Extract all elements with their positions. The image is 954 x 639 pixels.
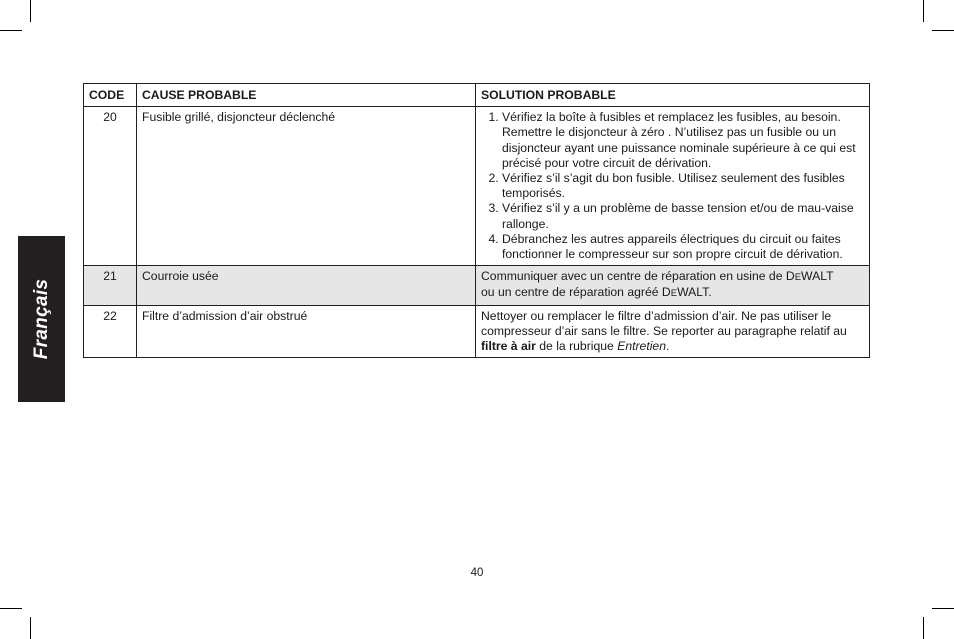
solution-text: ou un centre de réparation agréé [481,285,662,300]
header-code: CODE [84,84,137,107]
solution-step: 3. Vérifiez s’il y a un problème de basse tension et/ou de mau-vaise rallonge. [502,201,864,231]
row-solution: Nettoyer ou remplacer le filtre d’admission d’air. Ne pas utiliser le compresseur d’air sans le filtre. Se reporter au paragraphe relatif au filtre à air de la rubrique Entretien. [476,305,870,358]
row-cause: Courroie usée [137,266,476,305]
table-header-row [84,84,870,107]
row-code: 21 [84,266,137,305]
row-code: 22 [84,305,137,358]
brand-name: DEWALT [785,269,834,284]
table-row [84,266,870,305]
crop-mark [923,0,924,22]
solution-text: de la rubrique [535,339,618,354]
table-row [84,305,870,358]
solution-step: 4. Débranchez les autres appareils électriques du circuit ou faites fonctionner le compresseur sur son propre circuit de dérivation. [502,232,864,262]
troubleshooting-table [83,83,870,358]
table-row [84,107,870,266]
emphasis-bold: filtre à air [481,339,536,354]
brand-name: DEWALT [661,285,709,300]
crop-mark [30,617,31,639]
solution-step: 1. Vérifiez la boîte à fusibles et remplacez les fusibles, au besoin. Remettre le disjoncteur à zéro . N’utilisez pas un fusible ou un disjoncteur ayant une puissance nominale supérieure à ce qui est précisé pour votre circuit de dérivation. [502,110,864,171]
row-solution [476,107,870,266]
language-label: Français [30,278,52,360]
page-number: 40 [470,567,484,579]
row-solution: Communiquer avec un centre de réparation en usine de DEWALT ou un centre de réparation agréé DEWALT. [476,266,870,305]
solution-step: 2. Vérifiez s’il s’agit du bon fusible. Utilisez seulement des fusibles temporisés. [502,171,864,201]
crop-mark [932,30,954,31]
crop-mark [0,608,22,609]
row-cause: Fusible grillé, disjoncteur déclenché [137,107,476,266]
header-solution: SOLUTION PROBABLE [476,84,870,107]
solution-text: Communiquer avec un centre de réparation en usine de [481,269,786,284]
crop-mark [923,617,924,639]
emphasis-italic: Entretien [617,339,666,354]
crop-mark [932,608,954,609]
row-code: 20 [84,107,137,266]
crop-mark [30,0,31,22]
solution-text: Nettoyer ou remplacer le filtre d’admission d’air. Ne pas utiliser le compresseur d’air sans le filtre. Se reporter au paragraphe relatif au [481,308,847,338]
solution-steps-list [481,110,864,262]
row-cause: Filtre d’admission d’air obstrué [137,305,476,358]
crop-mark [0,30,22,31]
language-side-tab [18,236,65,402]
header-cause: CAUSE PROBABLE [137,84,476,107]
